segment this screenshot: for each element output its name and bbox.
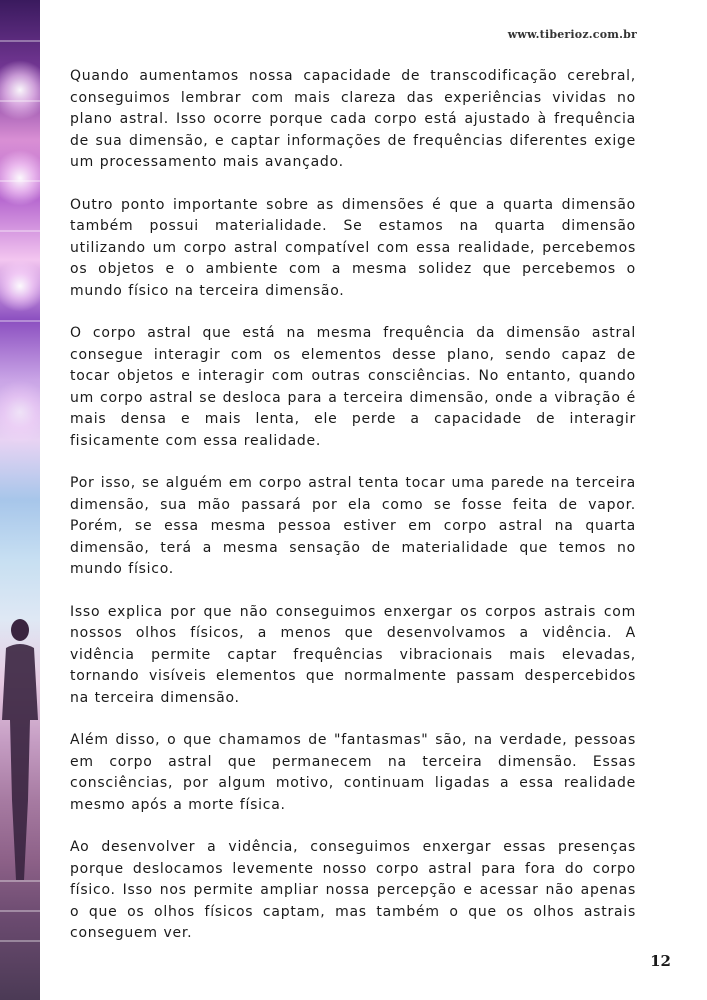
paragraph: Ao desenvolver a vidência, conseguimos enxergar essas presenças porque deslocamos levemente nosso corpo astral para fora do corpo físico. Isso nos permite ampliar nossa percepção e acessar não apenas o que os olhos físicos captam, mas também o que os olhos astrais conseguem ver. — [70, 839, 636, 941]
side-decorative-image — [0, 0, 40, 1000]
paragraph: O corpo astral que está na mesma frequência da dimensão astral consegue interagir com os elementos desse plano, sendo capaz de tocar objetos e interagir com outras consciências. No entanto, quando um corpo astral se desloca para a terceira dimensão, onde a vibração é mais densa e mais lenta, ele perde a capacidade de interagir fisicamente com essa realidade. — [70, 325, 636, 449]
paragraph: Isso explica por que não conseguimos enxergar os corpos astrais com nossos olhos físicos, a menos que desenvolvamos a vidência. A vidência permite captar frequências vibracionais mais elevadas, tornando visíveis elementos que normalmente passam despercebidos na terceira dimensão. — [70, 603, 636, 706]
paragraph: Outro ponto importante sobre as dimensões é que a quarta dimensão também possui materialidade. Se estamos na quarta dimensão utilizando um corpo astral compatível com essa realidade, percebemos os objetos e o ambiente com a mesma solidez que percebemos o mundo físico na terceira dimensão. — [70, 196, 636, 299]
body-text — [70, 66, 636, 966]
paragraph: Além disso, o que chamamos de "fantasmas" são, na verdade, pessoas em corpo astral que permanecem na terceira dimensão. Essas consciências, por algum motivo, continuam ligadas a essa realidade mesmo após a morte física. — [70, 732, 636, 813]
silhouette-figure-icon — [0, 600, 40, 920]
paragraph: Por isso, se alguém em corpo astral tenta tocar uma parede na terceira dimensão, sua mão passará por ela como se fosse feita de vapor. Porém, se essa mesma pessoa estiver em corpo astral na quarta dimensão, terá a mesma sensação de materialidade que temos no mundo físico. — [70, 475, 636, 577]
paragraph: Quando aumentamos nossa capacidade de transcodificação cerebral, conseguimos lembrar com mais clareza das experiências vividas no plano astral. Isso ocorre porque cada corpo está ajustado à frequência de sua dimensão, e captar informações de frequências diferentes exige um processamento mais avançado. — [70, 68, 636, 170]
site-url: www.tiberioz.com.br — [507, 28, 637, 41]
page-number: 12 — [650, 952, 671, 970]
